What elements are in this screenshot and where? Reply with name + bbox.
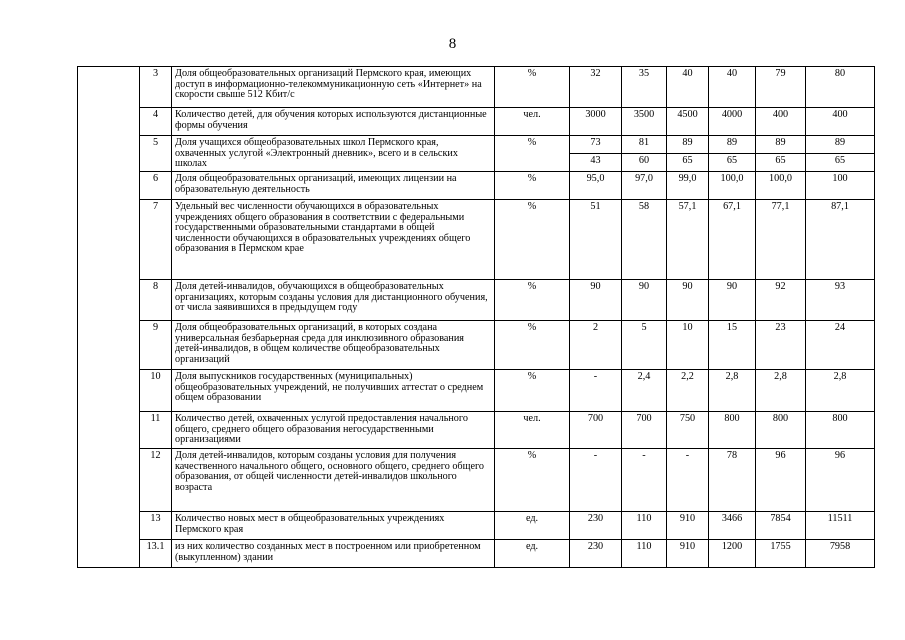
unit-cell: чел. <box>495 412 570 449</box>
indicator-name: Количество детей, для обучения которых используются дистанционные формы обучения <box>172 108 495 136</box>
value-cell: 910 <box>667 540 709 568</box>
row-number: 4 <box>140 108 172 136</box>
value-cell: 7854 <box>756 512 806 540</box>
unit-cell: ед. <box>495 540 570 568</box>
indicator-name: Количество детей, охваченных услугой предоставления начального общего, среднего общего образования негосударственными организациями <box>172 412 495 449</box>
value-cell: 4000 <box>709 108 756 136</box>
value-cell: 2,8 <box>709 370 756 412</box>
value-cell: 60 <box>622 154 667 172</box>
value-cell: 90 <box>667 280 709 321</box>
value-cell: 100,0 <box>709 172 756 200</box>
table-row <box>78 280 875 321</box>
value-cell: 57,1 <box>667 200 709 280</box>
value-cell: 400 <box>806 108 875 136</box>
value-cell: 35 <box>622 67 667 108</box>
row-number: 12 <box>140 449 172 512</box>
value-cell: 40 <box>667 67 709 108</box>
value-cell: 910 <box>667 512 709 540</box>
row-number: 13 <box>140 512 172 540</box>
value-cell: 11511 <box>806 512 875 540</box>
unit-cell: % <box>495 449 570 512</box>
value-cell: - <box>570 370 622 412</box>
unit-cell: % <box>495 200 570 280</box>
unit-cell: % <box>495 172 570 200</box>
value-cell: 23 <box>756 321 806 370</box>
value-cell: 90 <box>570 280 622 321</box>
value-cell: 65 <box>756 154 806 172</box>
value-cell: 51 <box>570 200 622 280</box>
table-row <box>78 412 875 449</box>
value-cell: 97,0 <box>622 172 667 200</box>
value-cell: 3466 <box>709 512 756 540</box>
value-cell: 89 <box>709 136 756 154</box>
value-cell: 89 <box>756 136 806 154</box>
indicator-name: Доля детей-инвалидов, которым созданы условия для получения качественного начального общего, основного общего, среднего общего образования, от общей численности детей-инвалидов школьного возраста <box>172 449 495 512</box>
indicator-name: Доля детей-инвалидов, обучающихся в общеобразовательных организациях, которым созданы условия для дистанционного обучения, от числа заявившихся в предыдущем году <box>172 280 495 321</box>
value-cell: 3500 <box>622 108 667 136</box>
table-row <box>78 108 875 136</box>
indicator-name: Удельный вес численности обучающихся в образовательных учреждениях общего образования в соответствии с федеральными государственными образовательными стандартами в общей численности обучающихся в образовательных учреждениях общего образования в Пермском крае <box>172 200 495 280</box>
value-cell: 800 <box>756 412 806 449</box>
row-number: 9 <box>140 321 172 370</box>
value-cell: 81 <box>622 136 667 154</box>
unit-cell: % <box>495 280 570 321</box>
value-cell: 78 <box>709 449 756 512</box>
value-cell: 96 <box>806 449 875 512</box>
indicator-name: Доля общеобразовательных организаций, имеющих лицензии на образовательную деятельность <box>172 172 495 200</box>
page-number: 8 <box>448 36 457 52</box>
value-cell: 15 <box>709 321 756 370</box>
row-number: 5 <box>140 136 172 172</box>
value-cell: 32 <box>570 67 622 108</box>
indicator-name: Доля выпускников государственных (муниципальных) общеобразовательных учреждений, не получивших аттестат о среднем общем образовании <box>172 370 495 412</box>
table-row <box>78 172 875 200</box>
left-blank-column <box>78 67 140 568</box>
table-row <box>78 321 875 370</box>
value-cell: 2 <box>570 321 622 370</box>
value-cell: 65 <box>709 154 756 172</box>
value-cell: 10 <box>667 321 709 370</box>
unit-cell: % <box>495 136 570 172</box>
value-cell: 7958 <box>806 540 875 568</box>
table-row <box>78 512 875 540</box>
value-cell: 95,0 <box>570 172 622 200</box>
row-number: 10 <box>140 370 172 412</box>
value-cell: 40 <box>709 67 756 108</box>
table-row <box>78 449 875 512</box>
table-row <box>78 200 875 280</box>
value-cell: 230 <box>570 540 622 568</box>
value-cell: 92 <box>756 280 806 321</box>
unit-cell: % <box>495 67 570 108</box>
value-cell: 77,1 <box>756 200 806 280</box>
value-cell: 3000 <box>570 108 622 136</box>
value-cell: 400 <box>756 108 806 136</box>
value-cell: 90 <box>709 280 756 321</box>
value-cell: 1755 <box>756 540 806 568</box>
value-cell: 110 <box>622 540 667 568</box>
value-cell: 800 <box>806 412 875 449</box>
row-number: 7 <box>140 200 172 280</box>
indicator-name: Доля учащихся общеобразовательных школ Пермского края, охваченных услугой «Электронный дневник», всего и в сельских школах <box>172 136 495 172</box>
indicator-name: Количество новых мест в общеобразовательных учреждениях Пермского края <box>172 512 495 540</box>
value-cell: 700 <box>570 412 622 449</box>
value-cell: 1200 <box>709 540 756 568</box>
value-cell: 80 <box>806 67 875 108</box>
value-cell: 43 <box>570 154 622 172</box>
value-cell: 65 <box>667 154 709 172</box>
table-row <box>78 67 875 108</box>
value-cell: 89 <box>806 136 875 154</box>
value-cell: 87,1 <box>806 200 875 280</box>
value-cell: 230 <box>570 512 622 540</box>
row-number: 13.1 <box>140 540 172 568</box>
value-cell: 2,2 <box>667 370 709 412</box>
indicator-name: Доля общеобразовательных организаций Пермского края, имеющих доступ в информационно-телекоммуникационную сеть «Интернет» на скорости свыше 512 Кбит/с <box>172 67 495 108</box>
row-number: 11 <box>140 412 172 449</box>
value-cell: 700 <box>622 412 667 449</box>
row-number: 8 <box>140 280 172 321</box>
value-cell: 2,8 <box>806 370 875 412</box>
value-cell: 73 <box>570 136 622 154</box>
value-cell: 99,0 <box>667 172 709 200</box>
value-cell: - <box>667 449 709 512</box>
value-cell: 2,4 <box>622 370 667 412</box>
value-cell: 2,8 <box>756 370 806 412</box>
indicator-name: Доля общеобразовательных организаций, в которых создана универсальная безбарьерная среда для инклюзивного образования детей-инвалидов, в общем количестве общеобразовательных организаций <box>172 321 495 370</box>
row-number: 6 <box>140 172 172 200</box>
value-cell: 79 <box>756 67 806 108</box>
unit-cell: ед. <box>495 512 570 540</box>
row-number: 3 <box>140 67 172 108</box>
value-cell: 65 <box>806 154 875 172</box>
unit-cell: % <box>495 370 570 412</box>
value-cell: 89 <box>667 136 709 154</box>
value-cell: 100,0 <box>756 172 806 200</box>
value-cell: 24 <box>806 321 875 370</box>
indicator-name: из них количество созданных мест в построенном или приобретенном (выкупленном) здании <box>172 540 495 568</box>
table-row <box>78 540 875 568</box>
value-cell: - <box>622 449 667 512</box>
value-cell: 5 <box>622 321 667 370</box>
value-cell: 67,1 <box>709 200 756 280</box>
table-row <box>78 370 875 412</box>
table-row <box>78 136 875 154</box>
value-cell: 110 <box>622 512 667 540</box>
value-cell: - <box>570 449 622 512</box>
value-cell: 96 <box>756 449 806 512</box>
unit-cell: чел. <box>495 108 570 136</box>
unit-cell: % <box>495 321 570 370</box>
value-cell: 800 <box>709 412 756 449</box>
value-cell: 90 <box>622 280 667 321</box>
value-cell: 4500 <box>667 108 709 136</box>
value-cell: 750 <box>667 412 709 449</box>
value-cell: 93 <box>806 280 875 321</box>
value-cell: 58 <box>622 200 667 280</box>
indicators-table <box>77 66 875 568</box>
value-cell: 100 <box>806 172 875 200</box>
